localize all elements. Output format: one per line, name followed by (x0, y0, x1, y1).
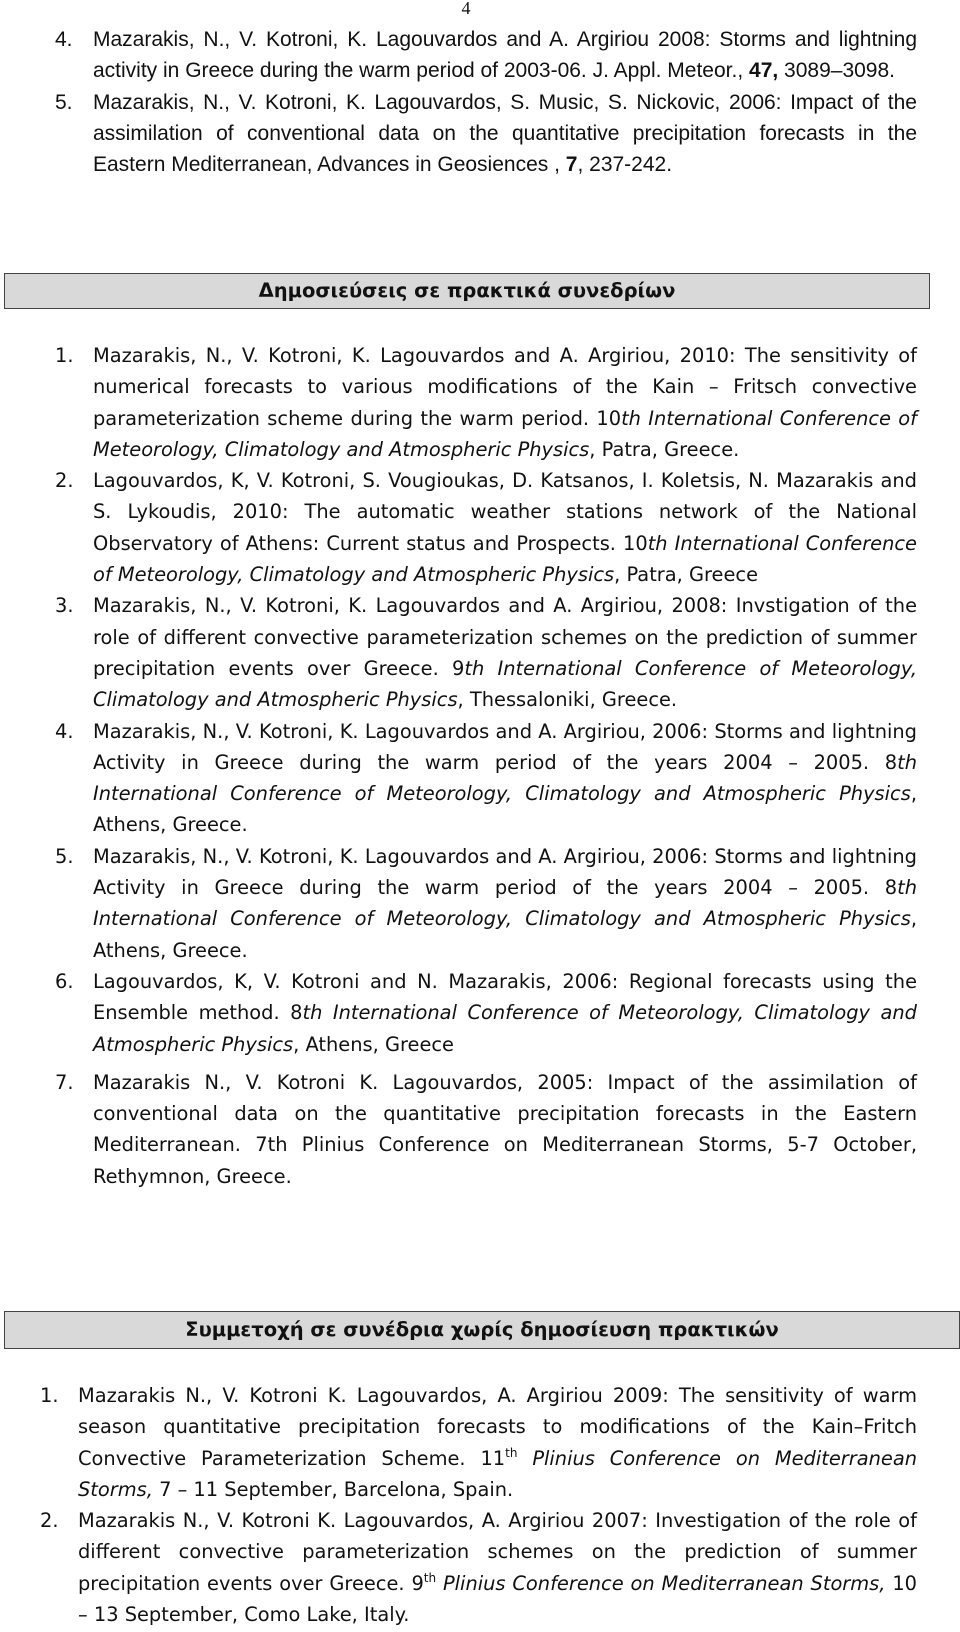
reference-location: 7 – 11 September, Barcelona, Spain. (152, 1477, 514, 1501)
journal-references-list (55, 24, 917, 180)
reference-text: Mazarakis, N., V. Kotroni, K. Lagouvardos and A. Argiriou, 2006: Storms and lightning Activity in Greece during the warm period of the years 2004 – 2005. 8 (93, 719, 917, 774)
reference-item (55, 87, 917, 181)
reference-location: , Athens, Greece. (93, 782, 917, 837)
reference-pages: 3089–3098. (778, 59, 896, 83)
reference-item (55, 24, 917, 87)
reference-number: 3. (55, 594, 74, 618)
reference-item (55, 841, 917, 966)
reference-conference: th International Conference of Meteorology, Climatology and Atmospheric Physics (93, 1001, 917, 1056)
reference-item (40, 1505, 917, 1630)
reference-item (40, 1380, 917, 1505)
page-number: 4 (461, 0, 471, 18)
reference-number: 1. (40, 1384, 59, 1407)
reference-conference: th International Conference of Meteorology, Climatology and Atmospheric Physics (93, 406, 917, 461)
reference-text: Mazarakis, N., V. Kotroni, K. Lagouvardos and A. Argiriou, 2010: The sensitivity of numerical forecasts to various modifications of the Kain – Fritsch convective parameterization scheme during the warm period. 10 (93, 344, 917, 430)
reference-location: , Athens, Greece. (93, 907, 917, 962)
reference-text: Mazarakis, N., V. Kotroni, K. Lagouvardos and A. Argiriou, 2006: Storms and lightning Activity in Greece during the warm period of the years 2004 – 2005. 8 (93, 844, 917, 900)
reference-text: Lagouvardos, K, V. Kotroni, S. Vougioukas, D. Katsanos, I. Koletsis, N. Mazarakis and S. Lykoudis, 2010: The automatic weather stations network of the National Observatory of Athens: Current status and Prospects. 10 (93, 469, 917, 555)
reference-location: , Patra, Greece. (589, 437, 740, 461)
reference-volume: 47, (749, 59, 779, 83)
reference-number: 4. (55, 28, 73, 51)
reference-text: Mazarakis N., V. Kotroni K. Lagouvardos, A. Argiriou 2007: Investigation of the role of different convective parameterization schemes on the prediction of summer precipitation events over Greece. 9 (78, 1509, 917, 1595)
section-header-conferences-no-proceedings: Συμμετοχή σε συνέδρια χωρίς δημοσίευση πρακτικών (4, 1311, 960, 1349)
reference-number: 4. (55, 719, 74, 743)
reference-number: 7. (55, 1070, 74, 1094)
reference-volume: 7 (565, 153, 578, 177)
reference-number: 5. (55, 844, 74, 868)
reference-location: 10 – 13 September, Como Lake, Italy. (78, 1571, 917, 1627)
reference-item (55, 340, 917, 465)
reference-text: Mazarakis, N., V. Kotroni, K. Lagouvardos and A. Argiriou 2008: Storms and lightning activity in Greece during the warm period of 2003-06. J. Appl. Meteor., (93, 28, 917, 83)
ordinal-superscript: th (505, 1445, 518, 1460)
reference-conference: Plinius Conference on Mediterranean Storms, (78, 1446, 917, 1501)
reference-location: , Thessaloniki, Greece. (457, 688, 678, 712)
ordinal-superscript: th (423, 1570, 437, 1585)
reference-text: Lagouvardos, K, V. Kotroni and N. Mazarakis, 2006: Regional forecasts using the Ensemble method. 8 (93, 969, 917, 1025)
reference-text: Mazarakis N., V. Kotroni K. Lagouvardos, A. Argiriou 2009: The sensitivity of warm season quantitative precipitation forecasts to modifications of the Kain–Fritch Convective Parameterization Scheme. 11 (78, 1384, 917, 1470)
reference-number: 1. (55, 344, 74, 367)
reference-text: Mazarakis N., V. Kotroni K. Lagouvardos, 2005: Impact of the assimilation of conventional data on the quantitative precipitation forecasts in the Eastern Mediterranean. 7th Plinius Conference on Mediterranean Storms, 5-7 October, Rethymnon, Greece. (93, 1070, 917, 1188)
reference-item (55, 716, 917, 841)
reference-pages: , 237-242. (577, 153, 673, 177)
section-header-proceedings: Δημοσιεύσεις σε πρακτικά συνεδρίων (4, 273, 930, 309)
reference-text: Mazarakis, N., V. Kotroni, K. Lagouvardos and A. Argiriou, 2008: Invstigation of the role of different convective parameterization schemes on the prediction of summer precipitation events over Greece. 9 (93, 594, 917, 680)
reference-number: 2. (40, 1509, 59, 1533)
reference-location: , Patra, Greece (614, 563, 758, 587)
reference-item (55, 1067, 917, 1192)
reference-location: , Athens, Greece (293, 1032, 454, 1056)
reference-text: Mazarakis, N., V. Kotroni, K. Lagouvardos, S. Music, S. Nickovic, 2006: Impact of the assimilation of conventional data on the quantitative precipitation forecasts in the Eastern Mediterranean, Advances in Geosiences , (93, 90, 917, 177)
reference-conference: th International Conference of Meteorology, Climatology and Atmospheric Physics (93, 876, 917, 931)
conference-references-list (40, 1380, 917, 1630)
reference-item (55, 966, 917, 1060)
reference-conference: th International Conference of Meteorology, Climatology and Atmospheric Physics (93, 531, 917, 587)
reference-item (55, 590, 917, 715)
reference-number: 5. (55, 90, 73, 114)
reference-conference: th International Conference of Meteorology, Climatology and Atmospheric Physics (93, 656, 917, 712)
proceedings-references-list (55, 340, 917, 1192)
reference-conference: Plinius Conference on Mediterranean Storms, (436, 1571, 886, 1595)
reference-item (55, 465, 917, 590)
reference-conference: th International Conference of Meteorology, Climatology and Atmospheric Physics (93, 750, 917, 806)
reference-number: 6. (55, 969, 74, 993)
reference-number: 2. (55, 469, 74, 493)
